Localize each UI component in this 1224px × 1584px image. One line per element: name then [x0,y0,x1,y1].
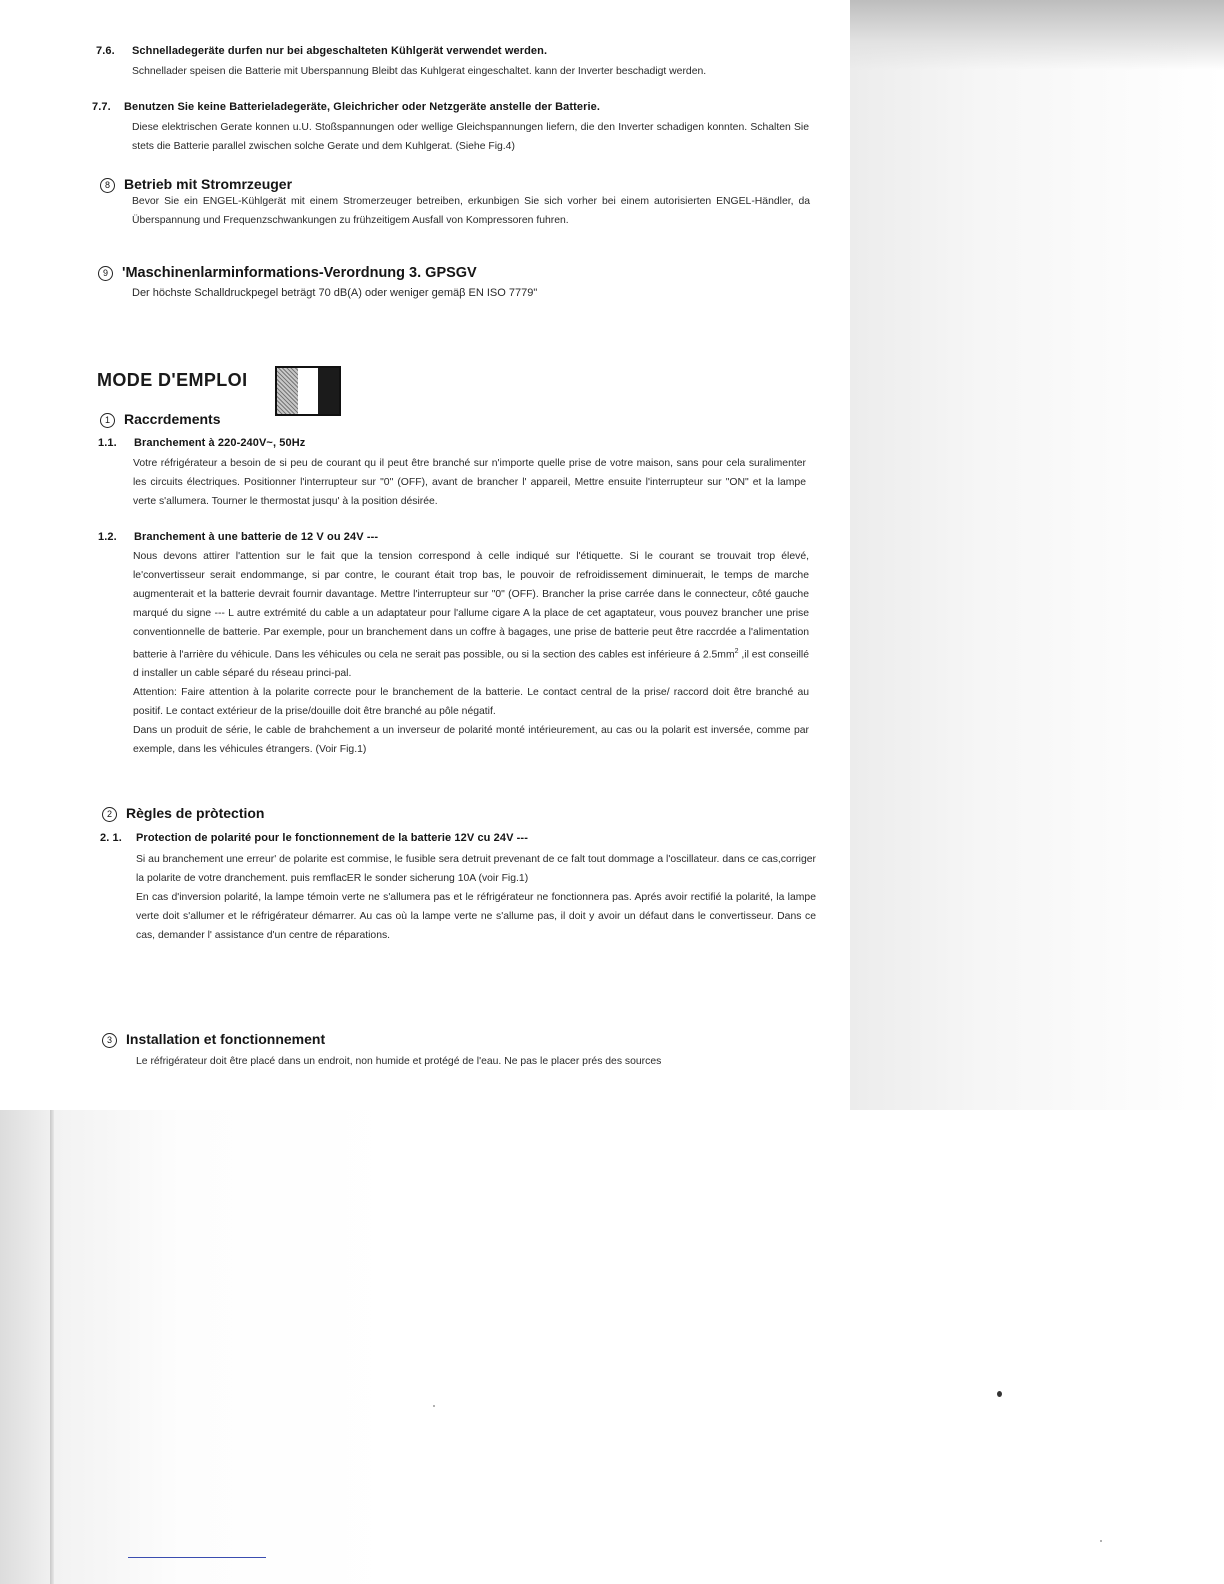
section-1-2-heading [98,531,378,543]
section-number: 2. 1. [100,832,122,844]
circled-number-icon: 2 [102,807,117,822]
paragraph-text: ,il est conseillé d installer un cable séparé du réseau princi-pal. [133,649,809,680]
section-2-heading [102,805,264,822]
section-8-heading [100,176,292,193]
section-number: 7.6. [96,45,115,57]
section-title: Règles de pròtection [126,805,265,821]
section-2-1-heading [100,832,528,844]
section-7-6-body: Schnellader speisen die Batterie mit Uberspannung Bleibt das Kuhlgerat eingeschaltet. kann der Inverter beschadigt werden. [132,66,707,77]
section-number: 7.7. [92,101,111,113]
paragraph-text: Si au branchement une erreur' de polarite est commise, le fusible sera detruit prevenant de ce falt tout dommage a l'oscillateur. dans ce cas,corriger la polarite de votre dranchement. puis remflacER le sonder sicherung 10A (voir Fig.1) [136,854,816,884]
section-2-1-body [136,850,816,945]
section-1-1-heading [98,437,305,449]
section-1-2-body [133,547,809,759]
section-title: Branchement à une batterie de 12 V ou 24V --- [134,531,379,543]
scan-speck [997,1391,1002,1397]
section-9-heading [98,265,477,281]
section-8-body: Bevor Sie ein ENGEL-Kühlgerät mit einem Stromerzeuger betreiben, erkunbigen Sie sich vorher bei einem autorisierten ENGEL-Händler, da Überspannung und Frequenzschwankungen zu frühzeitigem Ausfall von Kompressoren fuhren. [132,196,810,226]
section-title: Branchement à 220-240V~, 50Hz [134,437,306,449]
section-7-7-heading [92,101,600,113]
circled-number-icon: 3 [102,1033,117,1048]
circled-number-icon: 9 [98,266,113,281]
tricolor-flag-icon [275,366,341,416]
section-title: Installation et fonctionnement [126,1031,326,1047]
section-number: 1.2. [98,531,117,543]
section-3-body: Le réfrigérateur doit être placé dans un endroit, non humide et protégé de l'eau. Ne pas le placer prés des sources [136,1056,662,1067]
circled-number-icon: 1 [100,413,115,428]
scan-speck [433,1405,435,1407]
paragraph-text: Attention: Faire attention à la polarite correcte pour le branchement de la batterie. Le contact central de la prise/ raccord doit être branché au positif. Le contact extérieur de la prise/douille doit être branché au pôle négatif. [133,687,809,718]
paragraph-text: Nous devons attirer l'attention sur le fait que la tension correspond à celle indiqué sur l'étiquette. Si le courant se trouvait trop élevé, le'convertisseur serait endommange, si par contre, le courant était trop bas, le pouvoir de refroidissement diminuerait, le temps de marche augmenterait et la batterie devrait fournir davantage. Mettre l'interrupteur sur "0" (OFF). Brancher la prise carrée dans le connecteur, côté gauche marqué du signe --- L autre extrémité du cable a un adaptateur pour l'allume cigare A la place de cet agaptateur, vous pouvez brancher une prise conventionnelle de batterie. Par exemple, pour un branchement dans un coffre à bagages, une prise de batterie peut être raccrdée a l'alimentation batterie à l'arrière du véhicule. Dans les véhicules ou cela ne serait pas possible, ou si la section des cables est inférieure á 2.5mm [133,551,809,661]
paragraph-text: En cas d'inversion polarité, la lampe témoin verte ne s'allumera pas et le réfrigérateur ne fonctionnera pas. Aprés avoir rectifié la polarité, la lampe verte doit s'allumer et le réfrigérateur démarrer. Au cas où la lampe verte ne s'allume pas, il doit y avoir un défaut dans le convertisseur. Dans ce cas, demander l' assistance d'un centre de réparations. [136,892,816,941]
circled-number-icon: 8 [100,178,115,193]
section-9-body: Der höchste Schalldruckpegel beträgt 70 dB(A) oder weniger gemäβ EN ISO 7779" [132,287,538,299]
paragraph-text: Dans un produit de série, le cable de brahchement a un inverseur de polarité monté intérieurement, au cas ou la polarit est inversée, comme par exemple, dans les véhicules étrangers. (Voir Fig.1) [133,725,809,756]
section-title: Benutzen Sie keine Batterieladegeräte, Gleichricher oder Netzgeräte anstelle der Batterie. [124,101,601,113]
section-number: 1.1. [98,437,117,449]
section-7-6-heading [96,45,547,57]
bottom-rule [128,1557,266,1558]
scan-speck [1100,1540,1102,1542]
section-1-1-body: Votre réfrigérateur a besoin de si peu de courant qu il peut être branché sur n'importe quelle prise de votre maison, sans pour cela suralimenter les circuits électriques. Positionner l'interrupteur sur "0" (OFF), avant de brancher l' appareil, Mettre ensuite l'interrupteur sur "ON" et la lampe verte s'allumera. Tourner le thermostat jusqu' à la position désirée. [133,458,806,507]
section-1-heading [100,411,221,428]
superscript-text: 2 [734,648,739,655]
section-title: Schnelladegeräte durfen nur bei abgeschalteten Kühlgerät verwendet werden. [132,45,548,57]
section-title: 'Maschinenlarminformations-Verordnung 3. GPSGV [122,265,477,281]
page-fold-line [50,1110,54,1584]
section-3-heading [102,1031,325,1048]
section-title: Betrieb mit Stromrzeuger [124,176,293,192]
section-title: Protection de polarité pour le fonctionnement de la batterie 12V cu 24V --- [136,832,528,844]
mode-emploi-heading: MODE D'EMPLOI [97,370,248,390]
section-title: Raccrdements [124,411,221,427]
section-7-7-body: Diese elektrischen Gerate konnen u.U. Stoßspannungen oder wellige Gleichspannungen liefern, die den Inverter schadigen konnten. Schalten Sie stets die Batterie parallel zwischen solche Gerate und dem Kuhlgerat. (Siehe Fig.4) [132,122,809,152]
scan-shadow-bottom [0,1110,1224,1584]
